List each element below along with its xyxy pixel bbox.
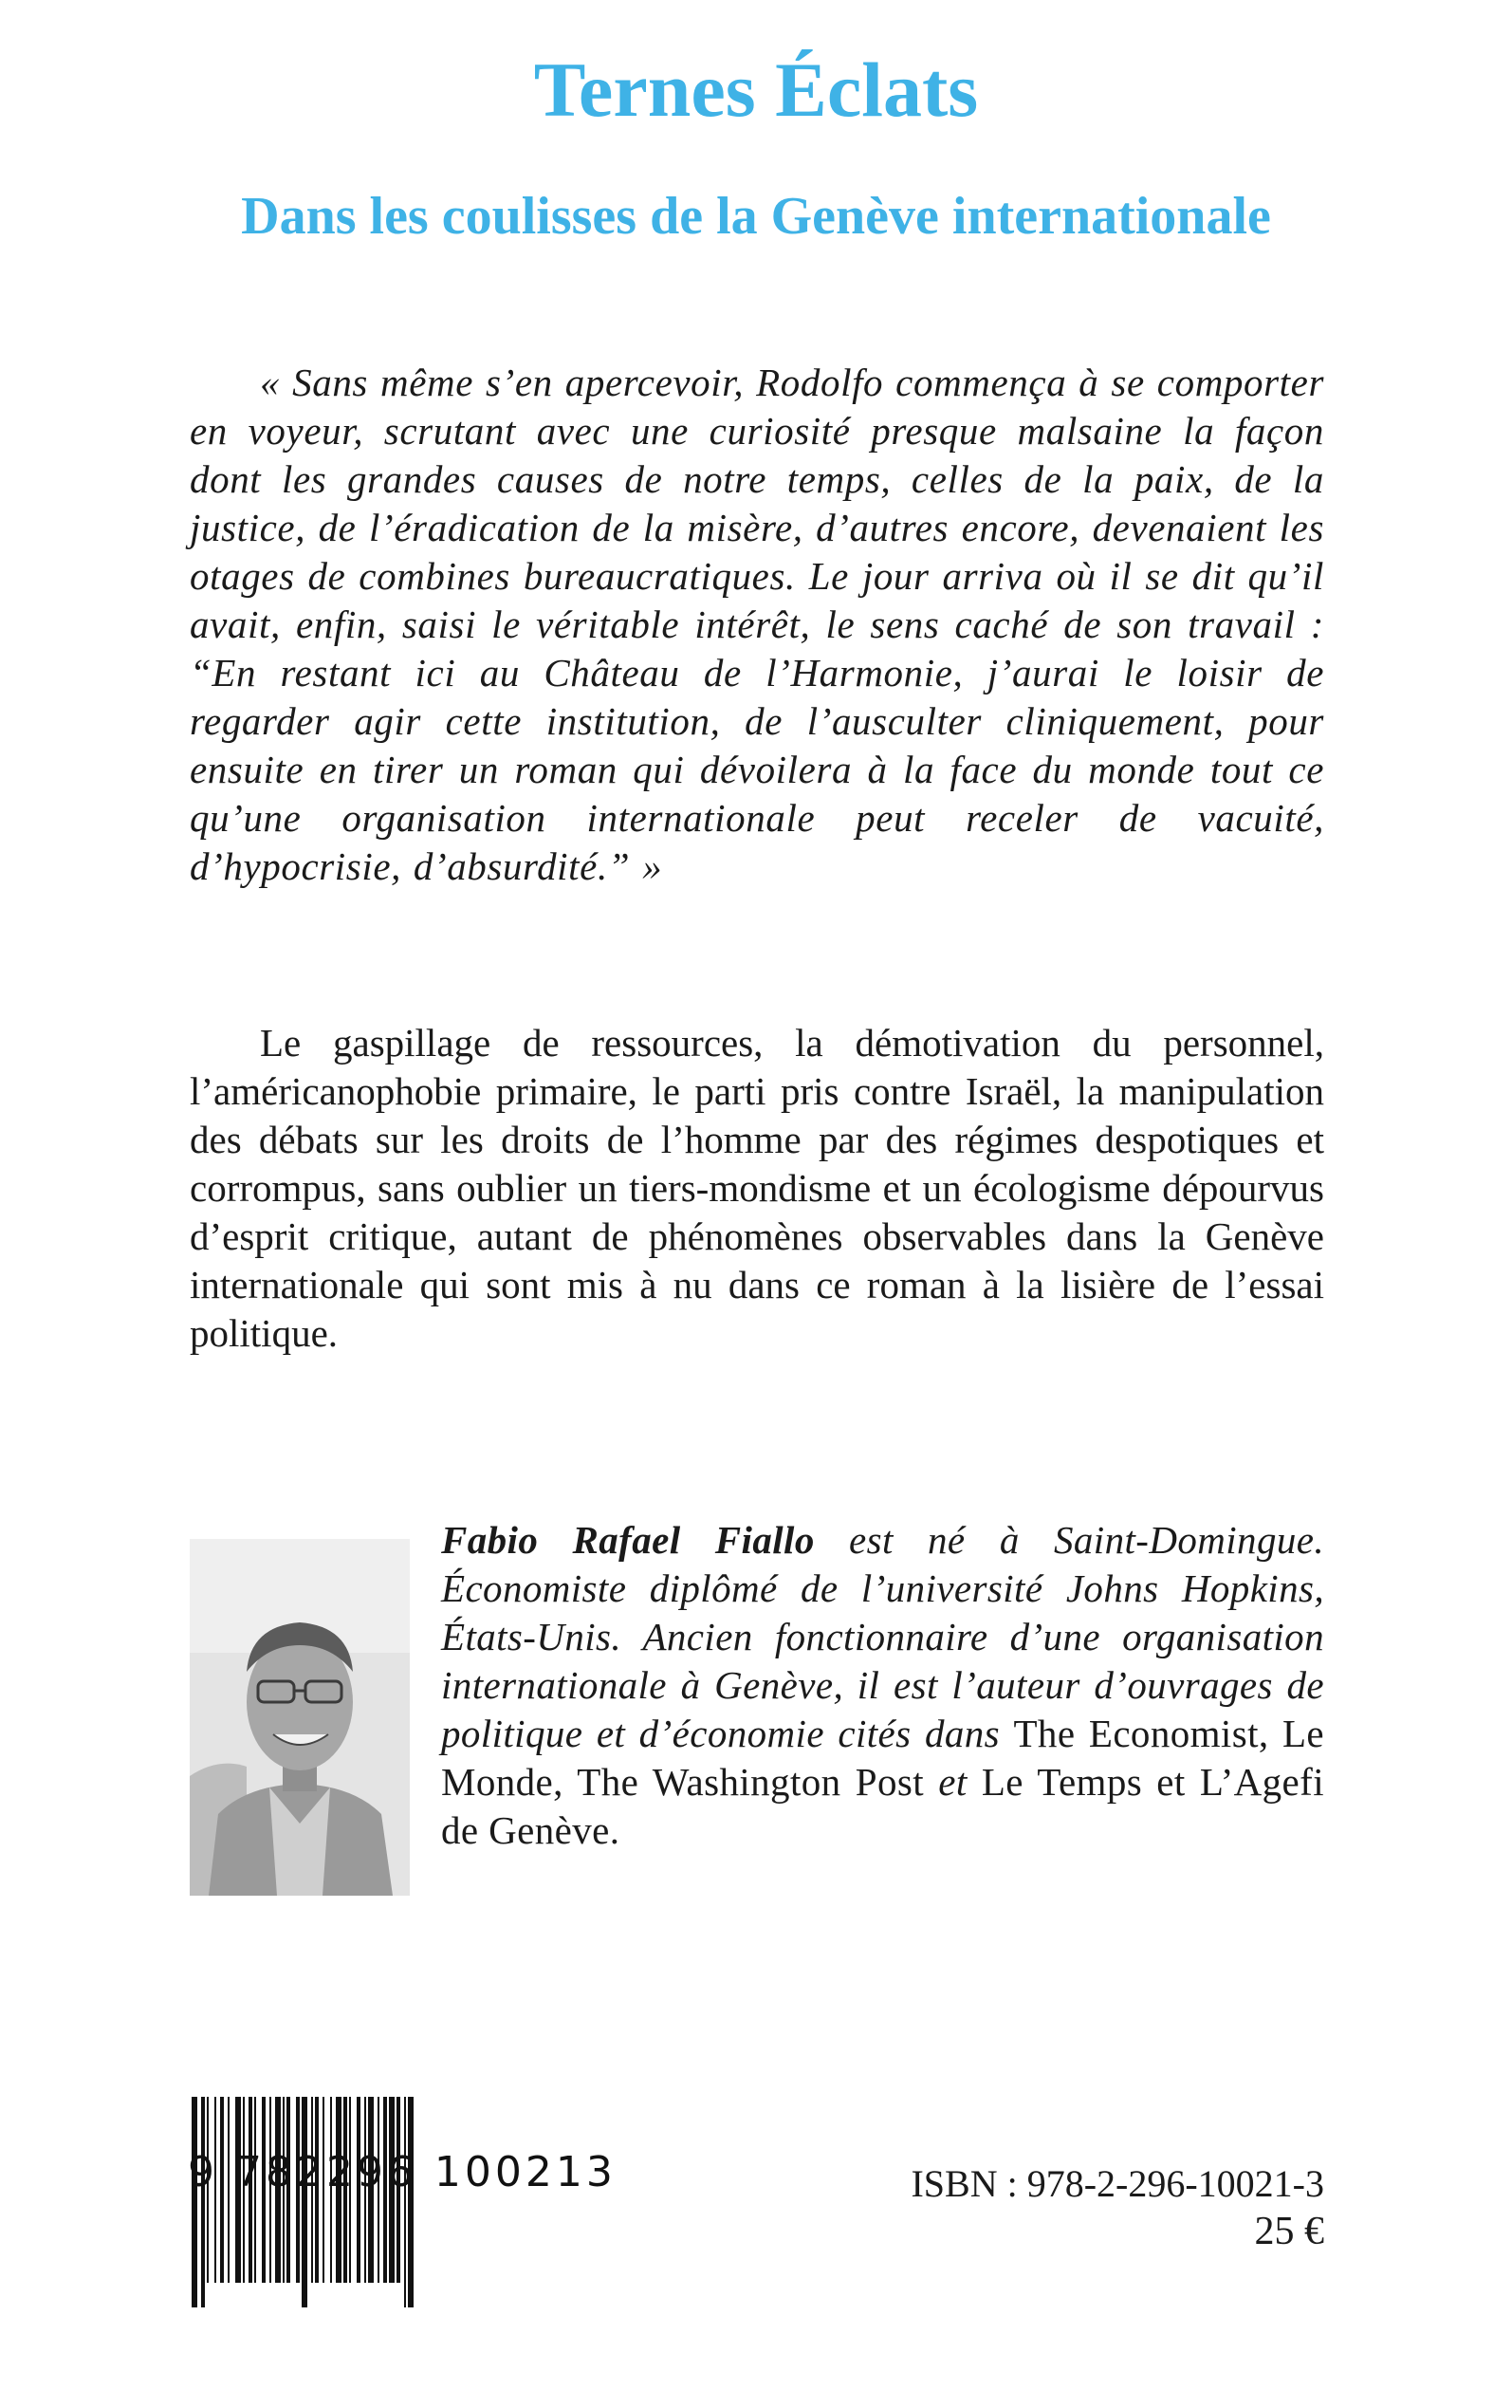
excerpt-quote (190, 359, 1324, 891)
barcode-bars (188, 2097, 617, 2307)
book-subtitle: Dans les coulisses de la Genève internationale (241, 187, 1271, 246)
book-title: Ternes Éclats (533, 46, 979, 133)
barcode-digits: 9 782296 100213 (188, 2148, 617, 2196)
isbn: ISBN : 978-2-296-10021-3 (911, 2162, 1324, 2205)
author-photo (190, 1539, 410, 1896)
book-summary (190, 1019, 1324, 1358)
bio-text-2: et (924, 1760, 982, 1804)
barcode-bar (302, 2097, 307, 2307)
barcode-bar (192, 2097, 197, 2307)
barcode (188, 2097, 617, 2307)
barcode-bar (404, 2097, 406, 2307)
barcode-bar (201, 2097, 205, 2307)
publications-list-2: Le Temps et L’Agefi de Genève. (441, 1760, 1324, 1852)
price: 25 € (1254, 2210, 1324, 2253)
author-name: Fabio Rafael Fiallo (441, 1518, 815, 1562)
summary-text: Le gaspillage de ressources, la démotivation du personnel, l’américanophobie primaire, le parti pris contre Israël, la manipulation des débats sur les droits de l’homme par des régimes despotiques et corrompus, sans oublier un tiers-mondisme et un écologisme dépourvus d’esprit critique, autant de phénomènes observables dans la Genève internationale qui sont mis à nu dans ce roman à la lisière de l’essai politique. (190, 1021, 1324, 1355)
barcode-bar (408, 2097, 414, 2307)
publications-list-1: The Economist, Le Monde, The Washington Post (441, 1712, 1325, 1804)
author-bio (441, 1516, 1324, 1855)
author-portrait-illustration (190, 1539, 410, 1896)
excerpt-text: « Sans même s’en apercevoir, Rodolfo commença à se comporter en voyeur, scrutant avec une curiosité presque malsaine la façon dont les grandes causes de notre temps, celles de la paix, de la justice, de l’éradication de la misère, d’autres encore, devenaient les otages de combines bureaucratiques. Le jour arriva où il se dit qu’il avait, enfin, saisi le véritable intérêt, le sens caché de son travail : “En restant ici au Château de l’Harmonie, j’aurai le loisir de regarder agir cette institution, de l’ausculter cliniquement, pour ensuite en tirer un roman qui dévoilera à la face du monde tout ce qu’une organisation internationale peut receler de vacuité, d’hypocrisie, d’absurdité.” » (190, 361, 1324, 888)
bio-text-1: est né à Saint-Domingue. Économiste diplômé de l’université Johns Hopkins, États-Unis. Ancien fonctionnaire d’une organisation internationale à Genève, il est l’auteur d’ouvrages de politique et d’économie cités dans (441, 1518, 1324, 1755)
